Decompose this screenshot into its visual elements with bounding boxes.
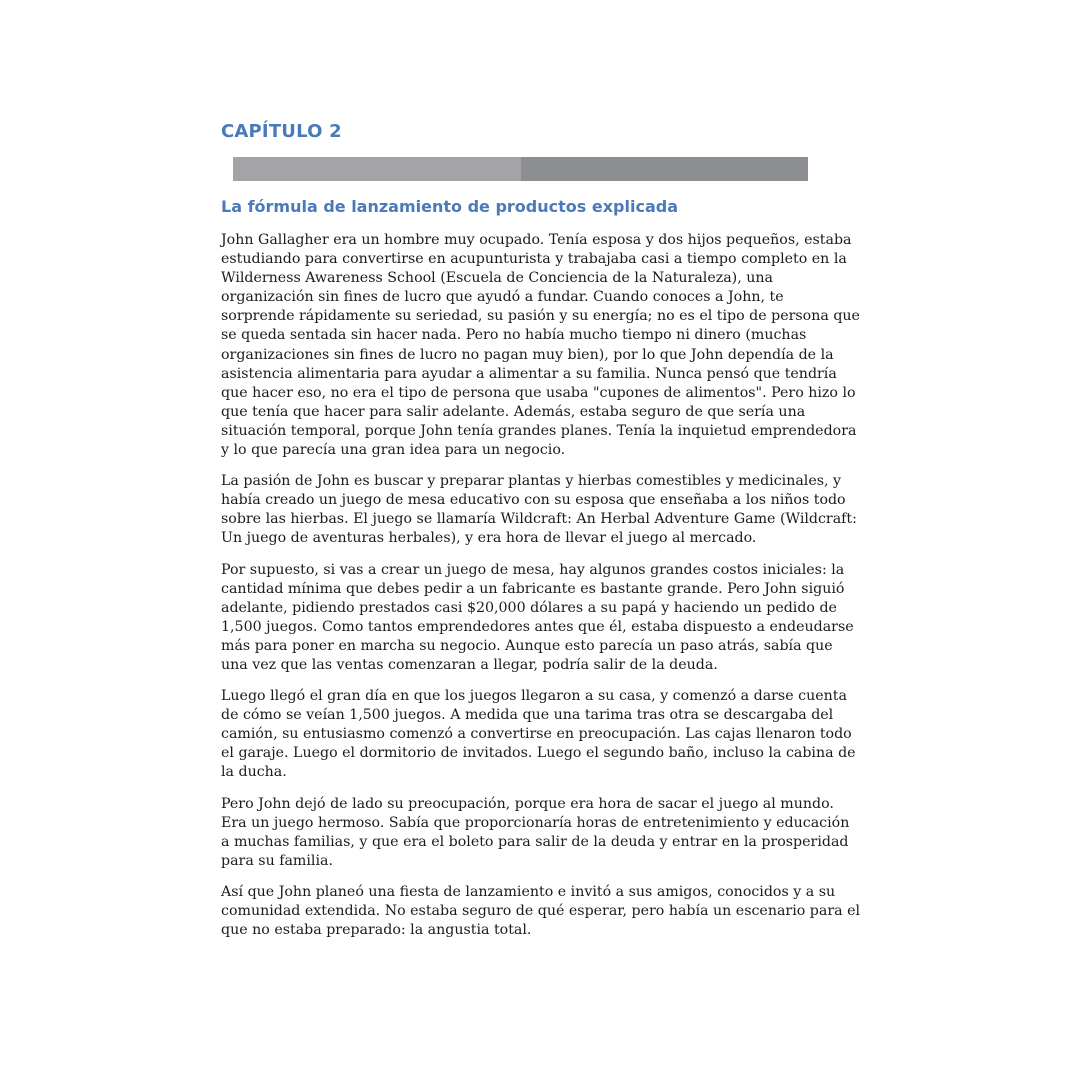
paragraph: Luego llegó el gran día en que los juegos llegaron a su casa, y comenzó a darse cuenta de cómo se veían 1,500 juegos. A medida que una tarima tras otra se descargaba del camión, su entusiasmo comenzó a convertirse en preocupación. Las cajas llenaron todo el garaje. Luego el dormitorio de invitados. Luego el segundo baño, incluso la cabina de la ducha.	[221, 688, 856, 781]
paragraph: La pasión de John es buscar y preparar plantas y hierbas comestibles y medicinales, y había creado un juego de mesa educativo con su esposa que enseñaba a los niños todo sobre las hierbas. El juego se llamaría Wildcraft: An Herbal Adventure Game (Wildcraft: Un juego de aventuras herbales), y era hora de llevar el juego al mercado.	[221, 473, 857, 547]
paragraph: John Gallagher era un hombre muy ocupado. Tenía esposa y dos hijos pequeños, estaba estudiando para convertirse en acupunturista y trabajaba casi a tiempo completo en la Wilderness Awareness School (Escuela de Conciencia de la Naturaleza), una organización sin fines de lucro que ayudó a fundar. Cuando conoces a John, te sorprende rápidamente su seriedad, su pasión y su energía; no es el tipo de persona que se queda sentada sin hacer nada. Pero no había mucho tiempo ni dinero (muchas organizaciones sin fines de lucro no pagan muy bien), por lo que John dependía de la asistencia alimentaria para ayudar a alimentar a su familia. Nunca pensó que tendría que hacer eso, no era el tipo de persona que usaba "cupones de alimentos". Pero hizo lo que tenía que hacer para salir adelante. Además, estaba seguro de que sería una situación temporal, porque John tenía grandes planes. Tenía la inquietud emprendedora y lo que parecía una gran idea para un negocio.	[221, 232, 860, 459]
paragraph: Por supuesto, si vas a crear un juego de mesa, hay algunos grandes costos iniciales: la cantidad mínima que debes pedir a un fabricante es bastante grande. Pero John siguió adelante, pidiendo prestados casi $20,000 dólares a su papá y haciendo un pedido de 1,500 juegos. Como tantos emprendedores antes que él, estaba dispuesto a endeudarse más para poner en marcha su negocio. Aunque esto parecía un paso atrás, sabía que una vez que las ventas comenzaran a llegar, podría salir de la deuda.	[221, 561, 854, 673]
banner-left-segment	[233, 157, 521, 181]
document-page	[221, 120, 861, 939]
banner-right-segment	[521, 157, 808, 181]
chapter-banner	[233, 157, 808, 181]
body-text	[221, 231, 861, 952]
chapter-title: CAPÍTULO 2	[221, 121, 342, 142]
paragraph: Así que John planeó una fiesta de lanzamiento e invitó a sus amigos, conocidos y a su comunidad extendida. No estaba seguro de qué esperar, pero había un escenario para el que no estaba preparado: la angustia total.	[221, 883, 861, 939]
section-title: La fórmula de lanzamiento de productos explicada	[221, 197, 678, 216]
paragraph: Pero John dejó de lado su preocupación, porque era hora de sacar el juego al mundo. Era un juego hermoso. Sabía que proporcionaría horas de entretenimiento y educación a muchas familias, y que era el boleto para salir de la deuda y entrar en la prosperidad para su familia.	[221, 795, 850, 869]
